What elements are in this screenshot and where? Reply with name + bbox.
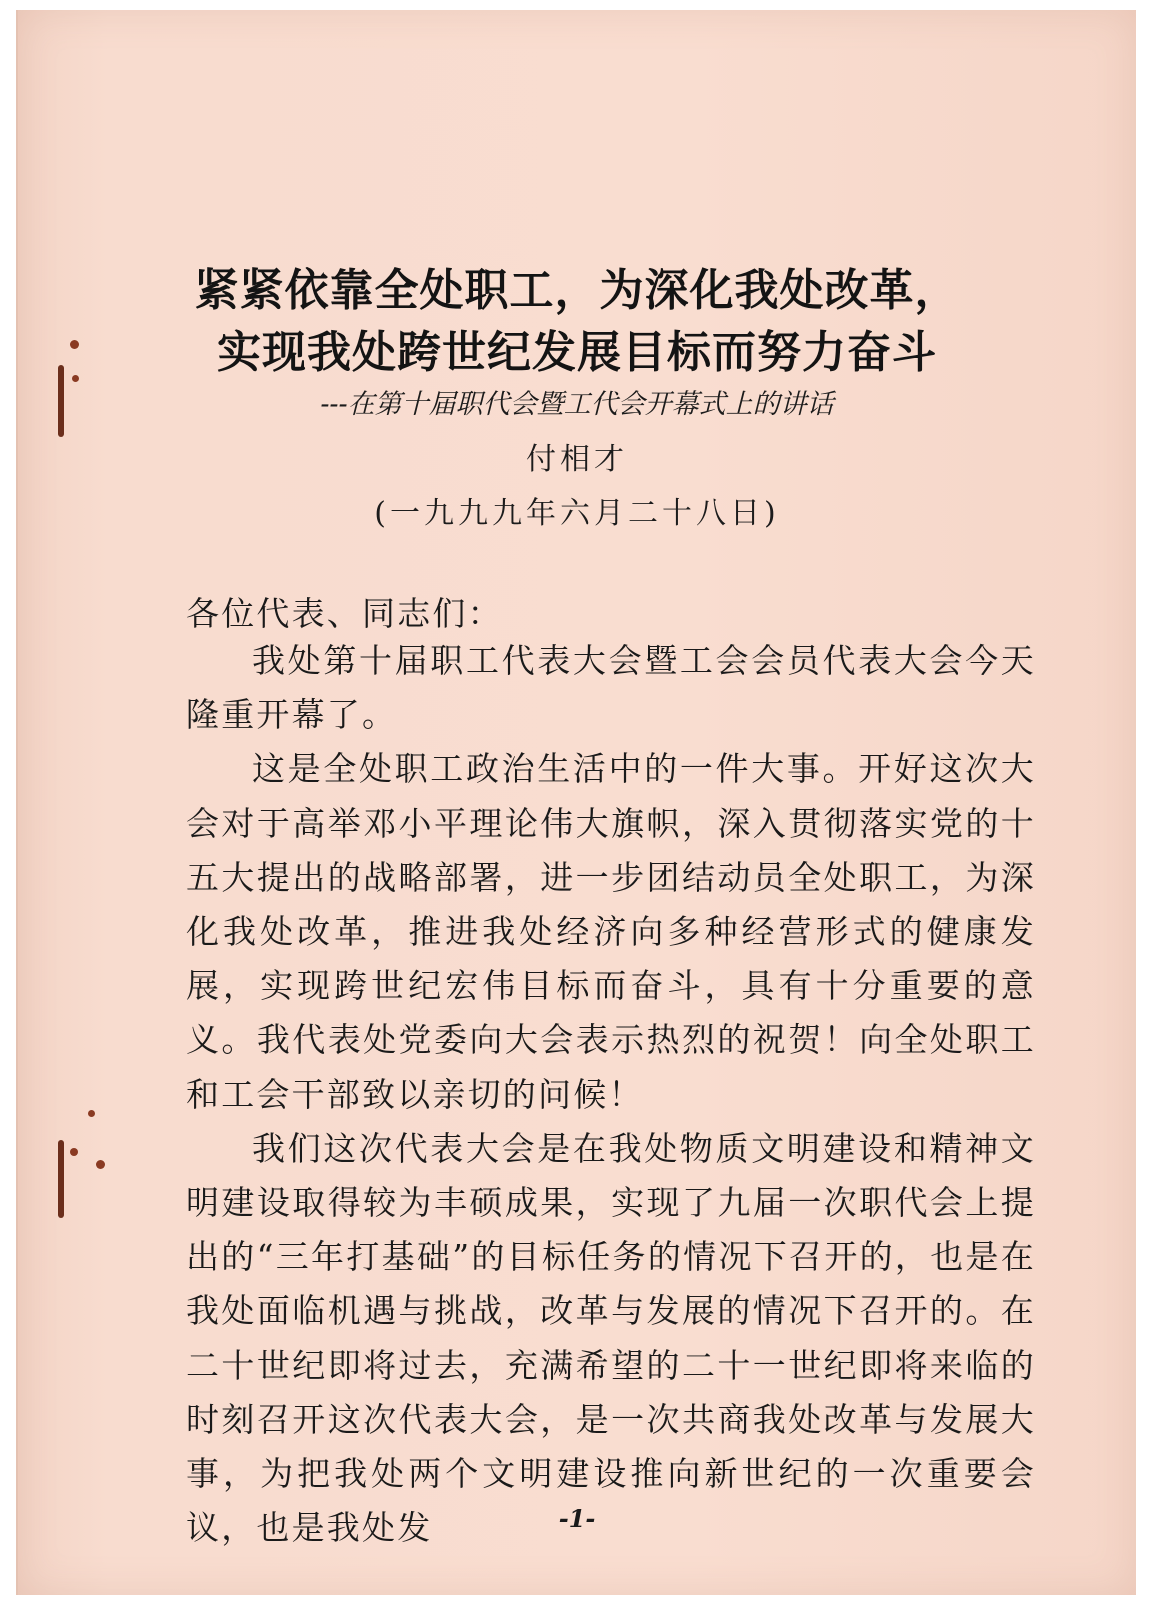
document-page	[16, 10, 1136, 1595]
document-subtitle: ---在第十届职代会暨工代会开幕式上的讲话	[320, 389, 834, 420]
rust-spot	[88, 1110, 95, 1117]
page-number: -1-	[558, 1504, 596, 1533]
paragraph: 我处第十届职工代表大会暨工会会员代表大会今天隆重开幕了。	[186, 641, 1036, 735]
speech-body	[186, 634, 1036, 1555]
salutation: 各位代表、同志们：	[186, 594, 503, 633]
document-title-line-2: 实现我处跨世纪发展目标而努力奋斗	[217, 327, 937, 378]
speech-date: (一九九九年六月二十八日)	[374, 496, 780, 531]
rust-spot	[96, 1160, 105, 1169]
author-name: 付相才	[526, 442, 628, 477]
paragraph: 这是全处职工政治生活中的一件大事。开好这次大会对于高举邓小平理论伟大旗帜，深入贯彻落实党的十五大提出的战略部署，进一步团结动员全处职工，为深化我处改革，推进我处经济向多种经营形式的健康发展，实现跨世纪宏伟目标而奋斗，具有十分重要的意义。我代表处党委向大会表示热烈的祝贺！向全处职工和工会干部致以亲切的问候！	[186, 749, 1036, 1114]
staple-mark-bottom	[58, 1140, 64, 1218]
rust-spot	[70, 1148, 78, 1156]
document-title-line-1: 紧紧依靠全处职工，为深化我处改革，	[194, 265, 960, 316]
paragraph: 我们这次代表大会是在我处物质文明建设和精神文明建设取得较为丰硕成果，实现了九届一次职代会上提出的“三年打基础”的目标任务的情况下召开的，也是在我处面临机遇与挑战，改革与发展的情况下召开的。在二十世纪即将过去，充满希望的二十一世纪即将来临的时刻召开这次代表大会，是一次共商我处改革与发展大事，为把我处两个文明建设推向新世纪的一次重要会议，也是我处发	[186, 1128, 1036, 1548]
